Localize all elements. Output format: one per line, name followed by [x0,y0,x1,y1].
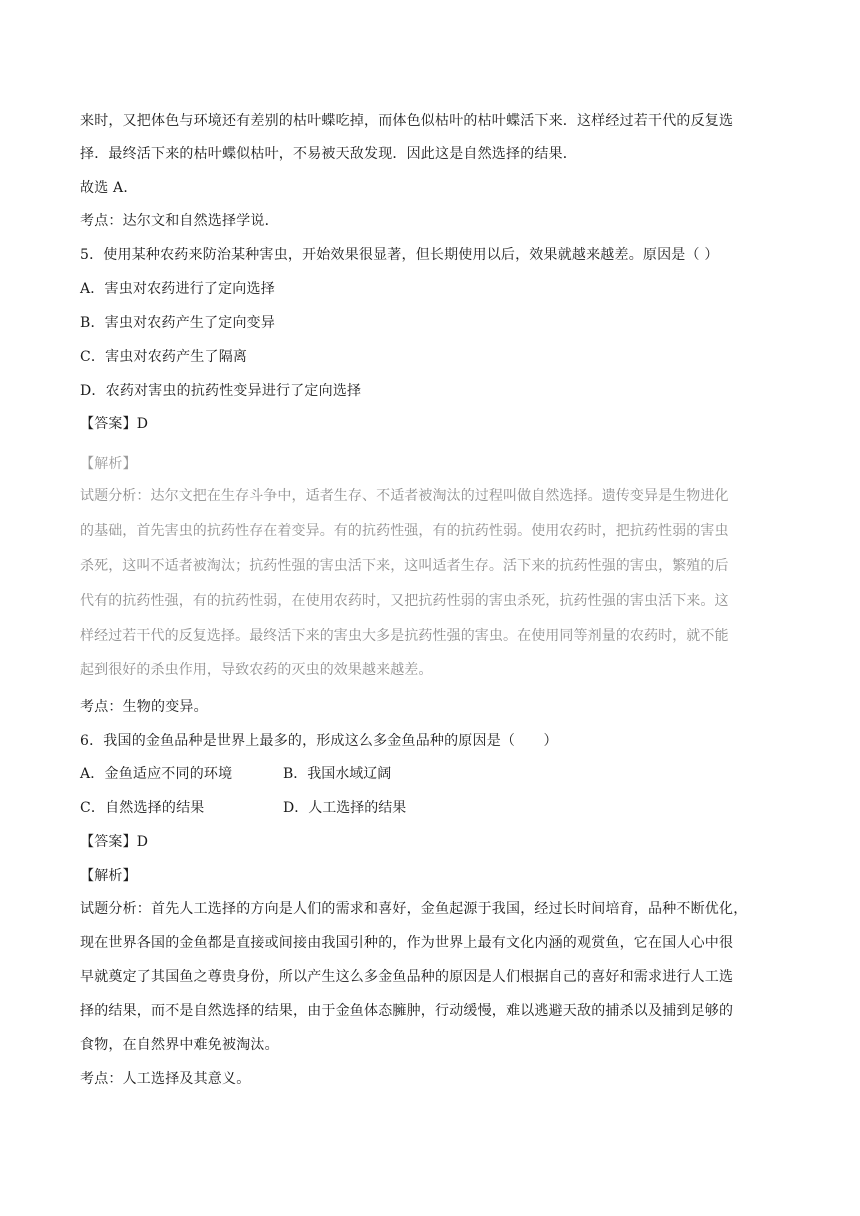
question-5-analysis-line: 样经过若干代的反复选择。最终活下来的害虫大多是抗药性强的害虫。在使用同等剂量的农药时，就不能 [80,628,729,644]
question-6-option-a: A．金鱼适应不同的环境 [80,766,233,782]
question-6-analysis-line: 食物，在自然界中难免被淘汰。 [80,1037,279,1053]
question-5-analysis-heading: 【解析】 [80,456,137,472]
question-5-analysis-line: 试题分析：达尔文把在生存斗争中，适者生存、不适者被淘汰的过程叫做自然选择。遗传变异是生物进化 [80,488,729,504]
question-5-analysis-line: 的基础，首先害虫的抗药性存在着变异。有的抗药性强，有的抗药性弱。使用农药时，把抗药性弱的害虫 [80,523,729,539]
prev-explanation-line-1: 来时，又把体色与环境还有差别的枯叶蝶吃掉，而体色似枯叶的枯叶蝶活下来．这样经过若干代的反复选 [80,113,734,129]
question-6-analysis-heading: 【解析】 [80,868,137,884]
question-6-stem: 6．我国的金鱼品种是世界上最多的，形成这么多金鱼品种的原因是（ ） [80,733,558,749]
question-5-analysis-line: 杀死，这叫不适者被淘汰；抗药性强的害虫活下来，这叫适者生存。活下来的抗药性强的害虫，繁殖的后 [80,558,729,574]
question-6-analysis-line: 现在世界各国的金鱼都是直接或间接由我国引种的，作为世界上最有文化内涵的观赏鱼，它在国人心中很 [80,935,734,951]
prev-topic: 考点：达尔文和自然选择学说． [80,213,279,229]
question-5-analysis-line: 起到很好的杀虫作用，导致农药的灭虫的效果越来越差。 [80,662,433,678]
question-6-analysis-line: 试题分析：首先人工选择的方向是人们的需求和喜好，金鱼起源于我国，经过长时间培育，品种不断优化， [80,901,748,917]
question-5-option-b: B．害虫对农药产生了定向变异 [80,315,276,331]
question-5-stem: 5．使用某种农药来防治某种害虫，开始效果很显著，但长期使用以后，效果就越来越差。原因是（ ） [80,247,719,263]
question-6-analysis-line: 早就奠定了其国鱼之尊贵身份，所以产生这么多金鱼品种的原因是人们根据自己的喜好和需求进行人工选 [80,969,734,985]
question-6-analysis-line: 择的结果，而不是自然选择的结果，由于金鱼体态臃肿，行动缓慢，难以逃避天敌的捕杀以及捕到足够的 [80,1003,734,1019]
prev-answer-choice: 故选 A． [80,180,138,196]
question-6-option-c: C．自然选择的结果 [80,800,205,816]
question-6-option-b: B．我国水域辽阔 [283,766,392,782]
question-5-option-d: D．农药对害虫的抗药性变异进行了定向选择 [80,383,362,399]
question-5-topic: 考点：生物的变异。 [80,699,208,715]
prev-explanation-line-2: 择．最终活下来的枯叶蝶似枯叶，不易被天敌发现．因此这是自然选择的结果． [80,146,577,162]
question-5-answer: 【答案】D [80,416,149,432]
question-6-answer: 【答案】D [80,834,149,850]
question-6-option-d: D．人工选择的结果 [283,800,407,816]
question-5-option-c: C．害虫对农药产生了隔离 [80,349,248,365]
question-5-option-a: A．害虫对农药进行了定向选择 [80,281,275,297]
question-5-analysis-line: 代有的抗药性强，有的抗药性弱，在使用农药时，又把抗药性弱的害虫杀死，抗药性强的害虫活下来。这 [80,593,729,609]
question-6-topic: 考点：人工选择及其意义。 [80,1071,251,1087]
